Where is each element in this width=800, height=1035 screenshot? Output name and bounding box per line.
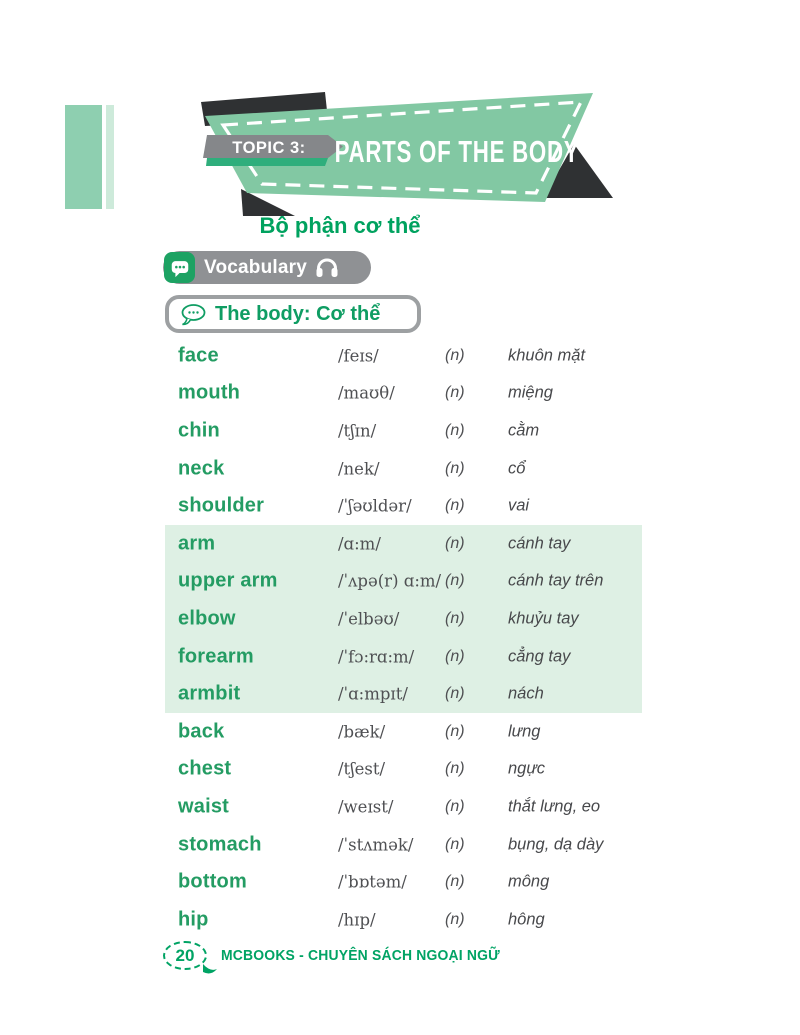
word-cell: neck — [178, 457, 225, 480]
pos-cell: (n) — [445, 497, 465, 515]
word-cell: bottom — [178, 870, 247, 893]
pos-cell: (n) — [445, 384, 465, 402]
word-cell: mouth — [178, 381, 241, 404]
meaning-cell: miệng — [508, 383, 553, 402]
word-cell: chin — [178, 419, 220, 442]
ipa-cell: /ˈʃəʊldər/ — [338, 496, 412, 516]
vocab-row — [165, 638, 642, 676]
vocab-row — [165, 901, 642, 939]
pos-cell: (n) — [445, 760, 465, 778]
word-cell: elbow — [178, 607, 236, 630]
ipa-cell: /maʊθ/ — [338, 383, 395, 403]
word-cell: back — [178, 720, 225, 743]
vocab-row — [165, 751, 642, 789]
meaning-cell: mông — [508, 872, 550, 891]
vocab-row — [165, 337, 642, 375]
ipa-cell: /hɪp/ — [338, 910, 376, 930]
pos-cell: (n) — [445, 647, 465, 665]
vocab-row — [165, 826, 642, 864]
word-cell: arm — [178, 532, 216, 555]
vocabulary-bar — [163, 251, 371, 284]
section-header — [165, 295, 421, 333]
meaning-cell: hông — [508, 910, 545, 929]
pos-cell: (n) — [445, 609, 465, 627]
pos-cell: (n) — [445, 835, 465, 853]
topic-banner — [185, 86, 625, 216]
ipa-cell: /ˈfɔ:rɑ:m/ — [338, 647, 415, 667]
word-cell: face — [178, 344, 219, 367]
vocab-row — [165, 525, 642, 563]
vocab-row — [165, 675, 642, 713]
headphones-icon — [315, 257, 339, 278]
meaning-cell: thắt lưng, eo — [508, 797, 601, 816]
ipa-cell: /tʃɪn/ — [338, 421, 377, 441]
ipa-cell: /ˈstʌmək/ — [338, 835, 414, 855]
vocab-row — [165, 450, 642, 488]
ipa-cell: /ˈelbəʊ/ — [338, 609, 400, 629]
word-cell: armbit — [178, 682, 241, 705]
page-number-bubble — [163, 941, 207, 970]
vocab-row — [165, 487, 642, 525]
ipa-cell: /tʃest/ — [338, 759, 386, 779]
ipa-cell: /feɪs/ — [338, 346, 379, 366]
page-number: 20 — [175, 945, 195, 965]
left-decor-stripe — [106, 105, 114, 209]
meaning-cell: cánh tay trên — [508, 571, 604, 590]
banner-title: PARTS OF THE BODY — [334, 134, 580, 169]
topic-label: TOPIC 3: — [232, 139, 306, 157]
section-title: The body: Cơ thể — [215, 302, 381, 325]
banner-subtitle: Bộ phận cơ thể — [259, 213, 421, 238]
meaning-cell: khuỷu tay — [508, 609, 579, 628]
meaning-cell: bụng, dạ dày — [508, 835, 604, 854]
meaning-cell: ngực — [508, 759, 546, 778]
word-cell: chest — [178, 757, 232, 780]
pos-cell: (n) — [445, 685, 465, 703]
vocab-row — [165, 788, 642, 826]
vocab-row — [165, 412, 642, 450]
meaning-cell: cẳng tay — [508, 647, 571, 666]
vocab-row — [165, 863, 642, 901]
vocab-row — [165, 375, 642, 413]
word-cell: hip — [178, 908, 209, 931]
ipa-cell: /ɑ:m/ — [338, 534, 381, 554]
ipa-cell: /bæk/ — [338, 722, 386, 742]
pos-cell: (n) — [445, 797, 465, 815]
page-footer — [163, 941, 512, 970]
bubble-tail — [202, 963, 218, 976]
ipa-cell: /ˈʌpə(r) ɑ:m/ — [338, 571, 442, 591]
meaning-cell: nách — [508, 684, 544, 703]
pos-cell: (n) — [445, 722, 465, 740]
vocabulary-label: Vocabulary — [204, 256, 308, 278]
pos-cell: (n) — [445, 421, 465, 439]
meaning-cell: vai — [508, 496, 530, 515]
ipa-cell: /ˈɑ:mpɪt/ — [338, 684, 408, 704]
meaning-cell: cằm — [508, 421, 540, 440]
ipa-cell: /ˈbɒtəm/ — [338, 872, 407, 892]
ipa-cell: /nek/ — [338, 459, 380, 479]
pos-cell: (n) — [445, 534, 465, 552]
meaning-cell: lưng — [508, 722, 541, 741]
vocab-table — [165, 337, 642, 939]
word-cell: forearm — [178, 645, 254, 668]
speech-cloud-icon — [179, 302, 207, 326]
vocab-row — [165, 713, 642, 751]
word-cell: stomach — [178, 833, 262, 856]
meaning-cell: khuôn mặt — [508, 346, 586, 365]
vocab-row — [165, 563, 642, 601]
pos-cell: (n) — [445, 910, 465, 928]
meaning-cell: cổ — [508, 459, 526, 478]
pos-cell: (n) — [445, 459, 465, 477]
word-cell: waist — [178, 795, 230, 818]
left-decor-bar — [65, 105, 102, 209]
publisher-label: MCBOOKS - CHUYÊN SÁCH NGOẠI NGỮ — [221, 947, 500, 964]
pos-cell: (n) — [445, 873, 465, 891]
pos-cell: (n) — [445, 572, 465, 590]
chat-bubble-icon — [164, 252, 195, 283]
word-cell: shoulder — [178, 494, 265, 517]
meaning-cell: cánh tay — [508, 534, 571, 553]
vocab-row — [165, 600, 642, 638]
ipa-cell: /weɪst/ — [338, 797, 394, 817]
topic-tag-underline — [206, 158, 328, 166]
word-cell: upper arm — [178, 569, 278, 592]
pos-cell: (n) — [445, 346, 465, 364]
